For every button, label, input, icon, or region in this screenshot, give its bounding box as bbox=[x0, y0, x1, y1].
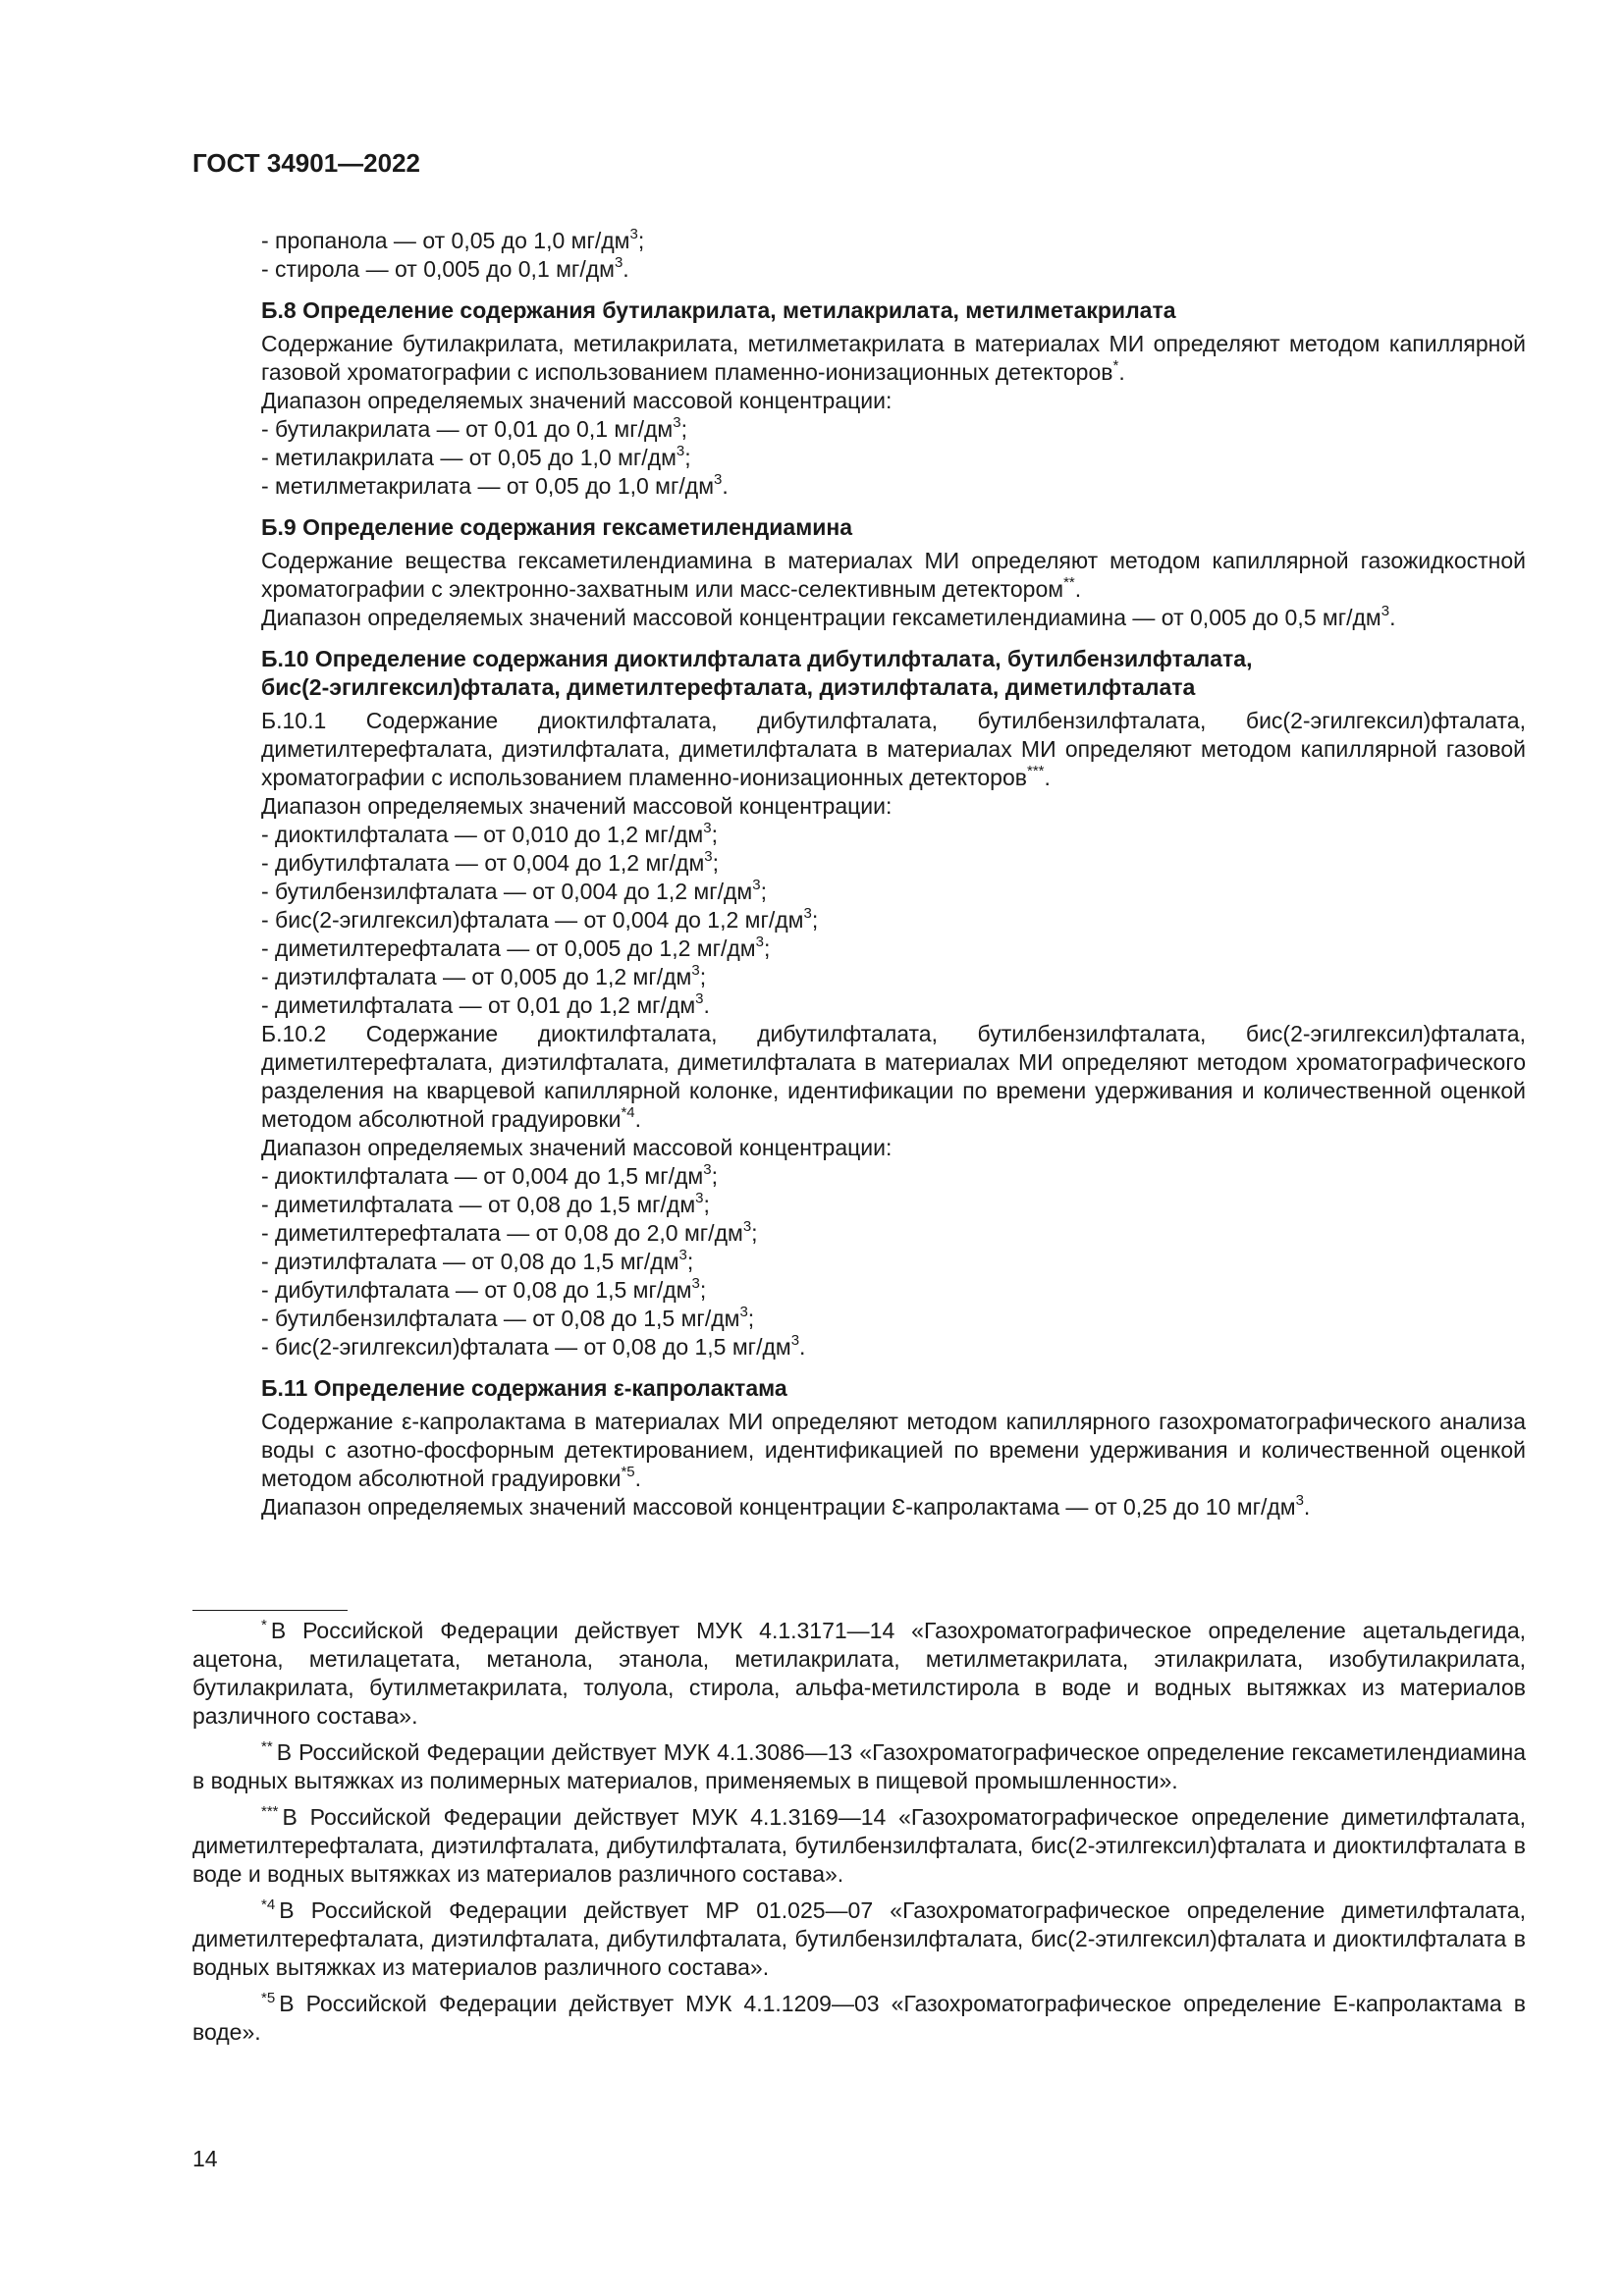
list-item: - стирола — от 0,005 до 0,1 $мг/дм^3$. bbox=[261, 254, 629, 282]
section-heading-b9: Б.9 Определение содержания гексаметилендиамина bbox=[261, 514, 853, 540]
page-number: 14 bbox=[192, 2146, 218, 2171]
footnote: * В Российской Федерации действует МУК 4.1.3171—14 «Газохроматографическое определение ацетальдегида, ацетона, метилацетата, метанола, этанола, метилакрилата, метилметакрилата, этилакрилата, изобутилакрилата, бутилакрилата, бутилметакрилата, толуола, стирола, альфа-метилстирола в воде и водных вытяжках из материалов различного состава». bbox=[192, 1617, 1526, 1729]
section-heading-b11: Б.11 Определение содержания ε-капролактама bbox=[261, 1375, 787, 1401]
paragraph: Содержание бутилакрилата, метилакрилата, метилметакрилата в материалах МИ определяют методом капиллярной газовой хроматографии с использованием пламенно-ионизационных детекторов*. bbox=[261, 331, 1526, 385]
range-statement: Диапазон определяемых значений массовой концентрации гексаметилендиамина — от 0,005 до 0,5 $мг/дм^3$. bbox=[261, 603, 1396, 630]
list-item: - дибутилфталата — от 0,004 до 1,2 $мг/дм^3$; bbox=[261, 848, 720, 876]
footnote: *** В Российской Федерации действует МУК 4.1.3169—14 «Газохроматографическое определение диметилфталата, диметилтерефталата, диэтилфталата, дибутилфталата, бутилбензилфталата, бис(2-этилгексил)фталата и диоктилфталата в воде и водных вытяжках из материалов различного состава». bbox=[192, 1803, 1526, 1887]
list-item: - бис(2-эгилгексил)фталата — от 0,08 до 1,5 $мг/дм^3$. bbox=[261, 1332, 806, 1360]
list-item: - пропанола — от 0,05 до 1,0 $мг/дм^3$; bbox=[261, 226, 645, 253]
range-intro: Диапазон определяемых значений массовой концентрации: bbox=[261, 388, 893, 413]
list-item: - диметилфталата — от 0,01 до 1,2 $мг/дм^3$. bbox=[261, 990, 710, 1018]
list-item: - диоктилфталата — от 0,004 до 1,5 $мг/дм^3$; bbox=[261, 1161, 718, 1189]
range-intro: Диапазон определяемых значений массовой концентрации: bbox=[261, 1135, 893, 1160]
range-intro: Диапазон определяемых значений массовой концентрации: bbox=[261, 793, 893, 819]
standard-header: ГОСТ 34901—2022 bbox=[192, 148, 420, 178]
section-heading-b10: Б.10 Определение содержания диоктилфталата дибутилфталата, бутилбензилфталата, бис(2-эгилгексил)фталата, диметилтерефталата, диэтилфталата, диметилфталата bbox=[261, 646, 1253, 700]
paragraph: Содержание вещества гексаметилендиамина в материалах МИ определяют методом капиллярной газожидкостной хроматографии с электронно-захватным или масс-селективным детектором**. bbox=[261, 548, 1526, 602]
list-item: - метилметакрилата — от 0,05 до 1,0 $мг/дм^3$. bbox=[261, 471, 729, 499]
paragraph: Б.10.1 Содержание диоктилфталата, дибутилфталата, бутилбензилфталата, бис(2-эгилгексил)фталата, диметилтерефталата, диэтилфталата, диметилфталата в материалах МИ определяют методом капиллярной газовой хроматографии с использованием пламенно-ионизационных детекторов***. bbox=[261, 708, 1526, 790]
footnote: ** В Российской Федерации действует МУК 4.1.3086—13 «Газохроматографическое определение гексаметилендиамина в водных вытяжках из полимерных материалов, применяемых в пищевой промышленности». bbox=[192, 1738, 1526, 1793]
list-item: - бутилбензилфталата — от 0,08 до 1,5 $мг/дм^3$; bbox=[261, 1304, 755, 1331]
list-item: - бутилбензилфталата — от 0,004 до 1,2 $мг/дм^3$; bbox=[261, 877, 767, 904]
range-statement: Диапазон определяемых значений массовой концентрации Ɛ-капролактама — от 0,25 до 10 $мг/дм^3$. bbox=[261, 1492, 1311, 1520]
list-item: - диметилтерефталата — от 0,005 до 1,2 $мг/дм^3$; bbox=[261, 934, 771, 961]
paragraph: Содержание ε-капролактама в материалах МИ определяют методом капиллярного газохроматографического анализа воды с азотно-фосфорным детектированием, идентификацией по времени удерживания и количественной оценкой методом абсолютной градуировки$^{*5}$. bbox=[261, 1409, 1526, 1491]
list-item: - метилакрилата — от 0,05 до 1,0 $мг/дм^3$; bbox=[261, 443, 691, 470]
footnote-separator bbox=[192, 1610, 348, 1611]
list-item: - диэтилфталата — от 0,005 до 1,2 $мг/дм^3$; bbox=[261, 962, 707, 989]
section-heading-b8: Б.8 Определение содержания бутилакрилата, метилакрилата, метилметакрилата bbox=[261, 297, 1176, 323]
list-item: - бутилакрилата — от 0,01 до 0,1 $мг/дм^3$; bbox=[261, 414, 687, 442]
list-item: - диэтилфталата — от 0,08 до 1,5 $мг/дм^3$; bbox=[261, 1247, 694, 1274]
footnote: $^{*4}$ В Российской Федерации действует МР 01.025—07 «Газохроматографическое определение диметилфталата, диметилтерефталата, диэтилфталата, дибутилфталата, бутилбензилфталата, бис(2-этилгексил)фталата и диоктилфталата в водных вытяжках из материалов различного состава». bbox=[192, 1896, 1526, 1980]
paragraph: Б.10.2 Содержание диоктилфталата, дибутилфталата, бутилбензилфталата, бис(2-эгилгексил)фталата, диметилтерефталата, диэтилфталата, диметилфталата в материалах МИ определяют методом хроматографического разделения на кварцевой капиллярной колонке, идентификации по времени удерживания и количественной оценкой методом абсолютной градуировки$^{*4}$. bbox=[261, 1021, 1526, 1132]
list-item: - бис(2-эгилгексил)фталата — от 0,004 до 1,2 $мг/дм^3$; bbox=[261, 905, 819, 933]
footnote: $^{*5}$ В Российской Федерации действует МУК 4.1.1209—03 «Газохроматографическое определение Е-капролактама в воде». bbox=[192, 1990, 1526, 2045]
main-content bbox=[192, 227, 1526, 1522]
footnotes bbox=[192, 1610, 1526, 2047]
list-item: - дибутилфталата — от 0,08 до 1,5 $мг/дм^3$; bbox=[261, 1275, 707, 1303]
list-item: - диметилфталата — от 0,08 до 1,5 $мг/дм^3$; bbox=[261, 1190, 710, 1217]
list-item: - диоктилфталата — от 0,010 до 1,2 $мг/дм^3$; bbox=[261, 820, 718, 847]
list-item: - диметилтерефталата — от 0,08 до 2,0 $мг/дм^3$; bbox=[261, 1218, 758, 1246]
